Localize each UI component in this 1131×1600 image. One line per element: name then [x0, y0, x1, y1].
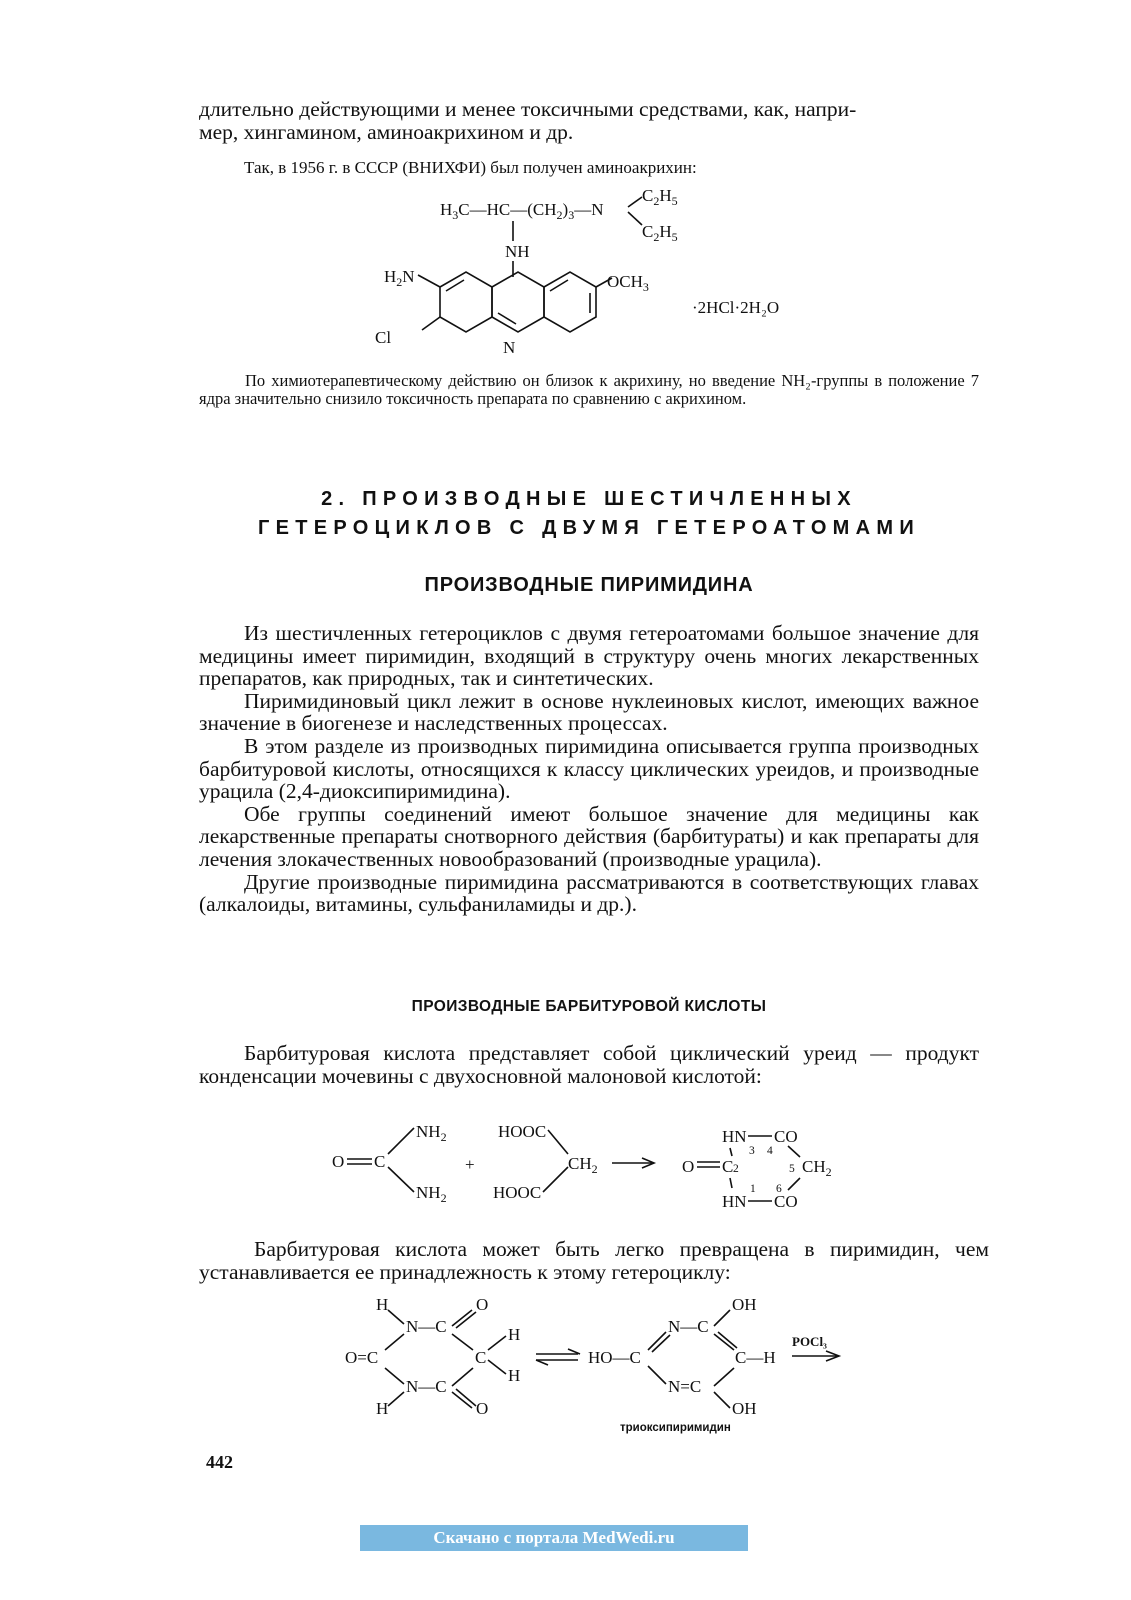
- section-title-line-1: 2. ПРОИЗВОДНЫЕ ШЕСТИЧЛЕННЫХ: [321, 488, 857, 510]
- svg-text:3: 3: [749, 1145, 755, 1157]
- svg-text:OH: OH: [732, 1399, 757, 1418]
- svg-text:6: 6: [776, 1183, 782, 1195]
- reagent-label: POCl₃: [792, 1334, 827, 1349]
- intro-line-1: длительно действующими и менее токсичными средствами, как, напри-: [199, 97, 857, 121]
- svg-text:C: C: [475, 1348, 487, 1367]
- svg-text:N—C: N—C: [406, 1377, 447, 1396]
- svg-text:Cl: Cl: [375, 328, 392, 347]
- svg-text:N=C: N=C: [668, 1377, 702, 1396]
- trioxypyrimidine-caption: триоксипиримидин: [620, 1422, 731, 1434]
- svg-text:+: +: [465, 1155, 475, 1174]
- svg-text:C2H5: $C_2H_5$: [642, 222, 678, 244]
- svg-text:O: O: [682, 1157, 695, 1176]
- body-paragraphs: [199, 622, 979, 916]
- page-number: 442: [206, 1452, 233, 1472]
- paragraph: Пиримидиновый цикл лежит в основе нуклеиновых кислот, имеющих важное значение в биогенезе и наследственных процессах.: [199, 688, 979, 736]
- download-watermark: Скачано с портала MedWedi.ru: [360, 1525, 748, 1551]
- svg-text:OCH3: $OCH_3$: [607, 272, 649, 294]
- subsubsection-title: ПРОИЗВОДНЫЕ БАРБИТУРОВОЙ КИСЛОТЫ: [411, 998, 767, 1015]
- svg-text:CH2: $CH_2$: [568, 1154, 598, 1176]
- svg-text:CH2: $CH_2$: [802, 1157, 832, 1179]
- svg-text:1: 1: [750, 1183, 756, 1195]
- svg-text:H: H: [508, 1325, 521, 1344]
- svg-text:NH2: $NH_2$: [416, 1122, 447, 1144]
- note-aminoacrichin: Так, в 1956 г. в СССР (ВНИХФИ) был получен аминоакрихин:: [244, 158, 697, 177]
- svg-text:O: O: [476, 1399, 489, 1418]
- note-toxicity: По химиотерапевтическому действию он близок к акрихину, но введение NH₂-группы в положение 7 ядра значительно снизило токсичность препарата по сравнению с акрихином.: [199, 371, 979, 408]
- svg-text:C—H: C—H: [735, 1348, 776, 1367]
- svg-text:H: H: [376, 1399, 389, 1418]
- svg-text:CO: CO: [774, 1192, 798, 1211]
- salt-formula: ·2HCl·2H₂O: [692, 298, 780, 317]
- svg-text:N: N: [503, 338, 516, 355]
- svg-text:NH: NH: [505, 242, 530, 261]
- svg-text:4: 4: [767, 1145, 773, 1157]
- svg-text:C2H5: $C_2H_5$: [642, 186, 678, 208]
- svg-text:H: H: [376, 1295, 389, 1314]
- svg-text:CO: CO: [774, 1127, 798, 1146]
- barbituric-conversion: Барбитуровая кислота может быть легко превращена в пиримидин, чем устанавливается ее принадлежность к этому гетероциклу:: [199, 1237, 989, 1284]
- section-title-line-2: ГЕТЕРОЦИКЛОВ С ДВУМЯ ГЕТЕРОАТОМАМИ: [257, 517, 921, 539]
- side-chain-formula: $H_3C—HC—(CH_2)_3—N$: [440, 200, 604, 222]
- svg-text:HO—C: HO—C: [588, 1348, 641, 1367]
- svg-text:O: O: [476, 1295, 489, 1314]
- svg-text:HN: HN: [722, 1127, 747, 1146]
- svg-text:N—C: N—C: [668, 1317, 709, 1336]
- aminoacrichin-structure: [370, 185, 810, 355]
- barbituric-intro: Барбитуровая кислота представляет собой циклический уреид — продукт конденсации мочевины с двухосновной малоновой кислотой:: [199, 1041, 979, 1088]
- svg-text:HOOC: HOOC: [493, 1183, 542, 1202]
- svg-text:2: 2: [733, 1163, 739, 1175]
- paragraph: Обе группы соединений имеют большое значение для медицины как лекарственные препараты снотворного действия (барбитураты) и как препараты для лечения злокачественных новообразований (производные урацила).: [199, 801, 979, 871]
- svg-text:O=C: O=C: [345, 1348, 379, 1367]
- intro-text: [199, 98, 979, 143]
- svg-text:5: 5: [789, 1163, 795, 1175]
- barbituric-conversion-text: [199, 1238, 989, 1283]
- intro-line-2: мер, хингамином, аминоакрихином и др.: [199, 119, 574, 144]
- svg-text:C: C: [722, 1157, 734, 1176]
- svg-text:H: H: [508, 1366, 521, 1385]
- paragraph: Другие производные пиримидина рассматриваются в соответствующих главах (алкалоиды, витамины, сульфаниламиды и др.).: [199, 869, 979, 917]
- subsection-title: ПРОИЗВОДНЫЕ ПИРИМИДИНА: [424, 574, 754, 596]
- svg-text:NH2: $NH_2$: [416, 1183, 447, 1205]
- tautomerism-scheme: [340, 1288, 850, 1438]
- svg-text:N—C: N—C: [406, 1317, 447, 1336]
- svg-text:O: O: [332, 1152, 345, 1171]
- svg-text:HOOC: HOOC: [498, 1122, 547, 1141]
- svg-text:H2N: $H_2N$: [384, 267, 415, 289]
- paragraph: Из шестичленных гетероциклов с двумя гетероатомами большое значение для медицины имеет пиримидин, входящий в структуру очень многих лекарственных препаратов, как природных, так и синтетических.: [199, 621, 979, 691]
- svg-text:HN: HN: [722, 1192, 747, 1211]
- svg-text:OH: OH: [732, 1295, 757, 1314]
- paragraph: В этом разделе из производных пиримидина описывается группа производных барбитуровой кислоты, относящихся к классу циклических уреидов, и производные урацила (2,4-диоксипиримидина).: [199, 733, 979, 804]
- svg-text:C: C: [374, 1152, 386, 1171]
- barbituric-synthesis-scheme: [330, 1112, 840, 1212]
